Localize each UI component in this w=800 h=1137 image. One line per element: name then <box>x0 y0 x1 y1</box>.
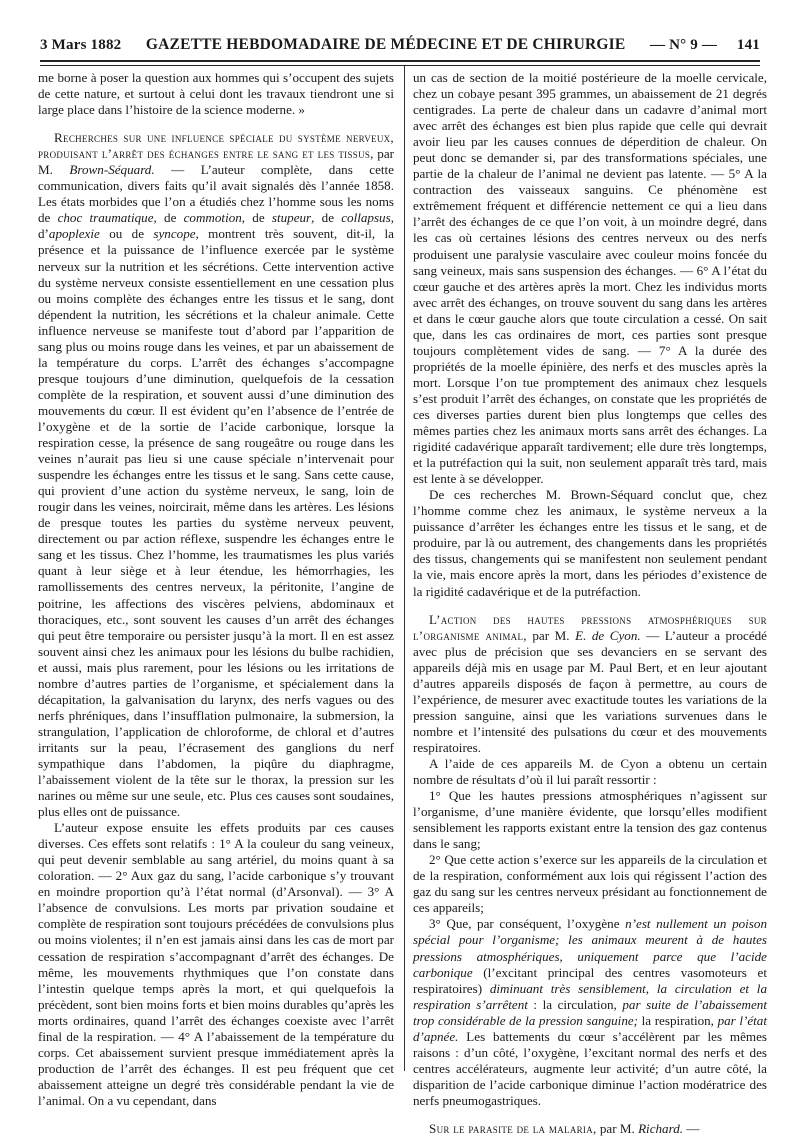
article-author: E. de Cyon. <box>575 627 641 643</box>
paragraph: 2° Que cette action s’exerce sur les appareils de la circulation et de la respiration, conformément aux lois qui régissent l’action des gaz du sang sur les centres nerveux présidant au fonctionnement de ces appareils; <box>413 852 767 916</box>
text: , de <box>311 210 342 226</box>
text: — L’auteur a procédé avec plus de précision que ses devanciers en se servant des appareils déjà mis en usage par M. Paul Bert, et en leur ajoutant d’autres appareils disposés de façon à permettre, au cours de l’expérience, de mesurer avec exactitude toutes les variations de la pression sanguine, ainsi que les variations survenues dans le nombre et l’intensité des pulsations du cœur et des mouvements respiratoires. <box>413 627 767 755</box>
header-date: 3 Mars 1882 <box>40 36 122 53</box>
byline-prefix: par M. <box>526 627 576 643</box>
article-richard <box>413 1121 767 1137</box>
paragraph: 1° Que les hautes pressions atmosphériques n’agissent sur l’organisme, d’une manière évidente, que lorsqu’elles modifient sensiblement les rapports existant entre la tension des gaz contenus dans le sang; <box>413 788 767 852</box>
text: : la circulation, <box>527 996 623 1012</box>
text: la respiration, <box>638 1012 718 1028</box>
article-title: Sur le parasite de la malaria, <box>429 1121 597 1136</box>
journal-title: GAZETTE HEBDOMADAIRE DE MÉDECINE ET DE CHIRURGIE <box>145 36 626 53</box>
page-number: 141 <box>736 36 760 53</box>
article-author: Brown-Séquard. <box>69 162 155 178</box>
paragraph: De ces recherches M. Brown-Séquard conclut que, chez l’homme comme chez les animaux, le système nerveux a la puissance d’arrêter les échanges entre les tissus et le sang, et de produire, par là ou autrement, des changements dans les propriétés des tissus, changements qui se manifestent non seulement pendant la vie, mais encore après la mort, dans les périodes d’existence de la rigidité cadavérique et de la putréfaction. <box>413 487 767 599</box>
text: — <box>683 1121 700 1136</box>
paragraph: un cas de section de la moitié postérieure de la moelle cervicale, chez un cobaye pesant 395 grammes, un abaissement de 21 degrés centigrades. La perte de chaleur dans un cadavre d’animal mort avec arrêt des échanges est bien plus rapide que celle qui devrait avoir lieu par les causes connues de déperdition de chaleur. On peut donc se demander si, par des transformations spéciales, une partie de la chaleur de l’animal ne devient pas latente. — 5° A la contraction des vaisseaux sanguins. Ce phénomène est extrêmement fréquent et différencie nettement ce qui a lieu dans l’arrêt des échanges de ce que l’on voit, à un moindre degré, dans les cas où certaines lésions des centres nerveux ou des nerfs produisent une paralysie vasculaire avec couleur moins foncée du sang veineux, mais sans suspension des échanges. — 6° A l’état du cœur gauche et des artères après la mort. Chez les individus morts avec arrêt des échanges, on trouve souvent du sang dans les artères et dans le cœur gauche alors que toute circulation a cessé. On sait que, dans les cas ordinaires de mort, ces parties sont presque toujours complètement vides de sang. — 7° A la durée des propriétés de la moelle épinière, des nerfs et des muscles après la mort. Lorsque l’on tue promptement des animaux chez lesquels s’est produit l’arrêt des échanges, on constate que les propriétés de ces diverses parties durent bien plus longtemps que celles des mêmes parties chez les animaux morts sans arrêt des échanges. La rigidité cadavérique apparaît tardivement; elle dure très longtemps, et la putréfaction qui la suit, non seulement apparaît très tard, mais est lente à se développer. <box>413 70 767 487</box>
text: — L’auteur complète, dans cette communication, divers faits qu’il avait signalés dès l’année 1858. Les états morbides que l’on a étudiés chez l’homme sous les noms de <box>38 162 394 226</box>
term: syncope <box>153 226 196 242</box>
article-title: L’action des hautes pressions atmosphériques sur l’organisme animal, <box>413 611 767 643</box>
term: collapsus <box>341 210 391 226</box>
text: (l’excitant principal des centres vasomoteurs et respiratoires) <box>413 964 767 996</box>
text: 3° Que, par conséquent, l’oxygène <box>429 916 626 932</box>
byline-prefix: par M. <box>38 146 394 178</box>
paragraph: L’auteur expose ensuite les effets produits par ces causes diverses. Ces effets sont relatifs : 1° A la couleur du sang veineux, qui peut devenir semblable au sang artériel, du moins quant à sa coloration. — 2° Aux gaz du sang, l’acide carbonique s’y trouvant en moindre proportion qu’à l’état normal (d’Arsonval). — 3° A l’absence de convulsions. Les morts par privation soudaine et complète de respiration sont toujours précédées de convulsions plus ou moins violentes; il n’en est jamais ainsi dans les cas de mort par cessation de respiration s’accompagnant d’arrêt des échanges. De même, les mouvements rhythmiques que l’on constate dans l’intestin quelque temps après la mort, et qui quelquefois la précèdent, sont bien moins forts et bien moins durables qu’après les morts ordinaires, quand l’arrêt des échanges coexiste avec l’arrêt final de la respiration. — 4° A l’abaissement de la température du corps. Cet abaissement survient presque immédiatement après la production de l’arrêt des échanges. Il est peu fréquent que cet abaissement atteigne un degré très considérable pendant la vie de l’animal. On a vu cependant, dans <box>38 820 394 1108</box>
column-separator <box>404 66 405 1071</box>
term: commotion <box>183 210 242 226</box>
left-column <box>38 70 394 1108</box>
article-brown-sequard <box>38 130 394 820</box>
text: , de <box>153 210 184 226</box>
header-right <box>650 37 760 54</box>
running-header <box>40 32 760 58</box>
issue-number: — N° 9 — <box>649 36 718 53</box>
emphasis: diminuant très sensiblement, la circulation et la respiration s’arrêtent <box>413 980 767 1012</box>
text: Les battements du cœur s’accélèrent par les mêmes raisons : d’un côté, l’oxygène, l’excitant normal des nerfs et des centres accélérateurs, augmente leur activité; d’un autre côté, la disparition de l’acide carbonique diminue l’action modératrice des nerfs pneumogastriques. <box>413 1028 767 1108</box>
emphasis: par suite de l’abaissement trop considérable de la pression sanguine; <box>413 996 767 1028</box>
text: , d’ <box>38 210 394 242</box>
article-de-cyon <box>413 612 767 756</box>
paragraph <box>413 916 767 1109</box>
term: choc traumatique <box>57 210 154 226</box>
right-column <box>413 70 767 1136</box>
term: apoplexie <box>48 226 100 242</box>
header-rule <box>40 60 760 66</box>
text: , montrent très souvent, dit-il, la présence et la puissance de l’influence exercée par le système nerveux sur la nutrition et les sécrétions. Cette intervention active du système nerveux consiste essentiellement en une cessation plus ou moins complète des échanges entre les tissus et le sang, dont dépendent la nutrition, les sécrétions et la chaleur animale. Cette influence nerveuse se manifeste tout d’abord par l’apparition de sang plus ou moins rouge dans les veines, et par un abaissement de la température du corps. L’arrêt des échanges s’accompagne presque toujours d’une diminution, quelquefois de la cessation complète de la respiration, et souvent aussi d’une diminution des mouvements du cœur. Il est évident qu’en l’absence de l’entrée de l’oxygène et de la sortie de l’acide carbonique, lorsque la respiration cesse, la présence de sang rougeâtre ou rouge dans les veines n’aurait pas lieu si une cause spéciale n’intervenait pour suspendre les échanges entre les tissus et le sang. Sans cette cause, qui provient d’une action du système nerveux, le sang, loin de rougir dans les veines, noircirait, même dans les artères. Les lésions de presque toutes les parties du système nerveux peuvent, directement ou par action réflexe, suspendre les échanges entre le sang et les tissus. Chez l’homme, les traumatismes les plus variés quant à leur siège et à leur étendue, les hémorrhagies, les ramollissements des centres nerveux, la péritonite, l’angine de poitrine, les affections des viscères pelviens, abdominaux et thoraciques, etc., sont souvent les causes d’un arrêt des échanges qui peut être temporaire ou persister jusqu’à la mort. Il en est assez souvent ainsi chez les animaux pour les lésions du bulbe rachidien, et aussi, mais plus rarement, pour les lésions ou les irritations de nombre d’autres parties de l’organisme, et spécialement dans la décapitation, la galvanisation du larynx, des nerfs vagues ou des nerfs phréniques, dans l’insufflation pulmonaire, la submersion, la strangulation, l’application de chloroforme, de chloral et d’autres irritants sur la peau, l’écrasement des ganglions du nerf sympathique dans l’abdomen, la piqûre du diaphragme, l’abaissement violent de la tête sur le thorax, la pression sur les narines ou même sur une seule, etc. Plus ces causes sont soudaines, plus elles ont de puissance. <box>38 226 394 820</box>
byline-prefix: par M. <box>596 1121 639 1136</box>
emphasis: n’est nullement un poison spécial pour l’organisme; les animaux meurent à de hautes pressions atmosphériques, uniquement parce que l’acide carbonique <box>413 916 767 980</box>
text: , de <box>241 210 272 226</box>
article-title: Recherches sur une influence spéciale du système nerveux, produisant l’arrêt des échanges entre le sang et les tissus, <box>38 130 394 162</box>
paragraph: me borne à poser la question aux hommes qui s’occupent des sujets de cette nature, et surtout à celui dont les travaux tiendront une si large place dans l’histoire de la science moderne. » <box>38 70 394 118</box>
paragraph: A l’aide de ces appareils M. de Cyon a obtenu un certain nombre de résultats d’où il lui paraît ressortir : <box>413 755 767 788</box>
term: stupeur <box>271 210 312 226</box>
emphasis: par l’état d’apnée. <box>413 1012 767 1044</box>
article-author: Richard. <box>638 1121 684 1136</box>
text: ou de <box>99 226 154 242</box>
